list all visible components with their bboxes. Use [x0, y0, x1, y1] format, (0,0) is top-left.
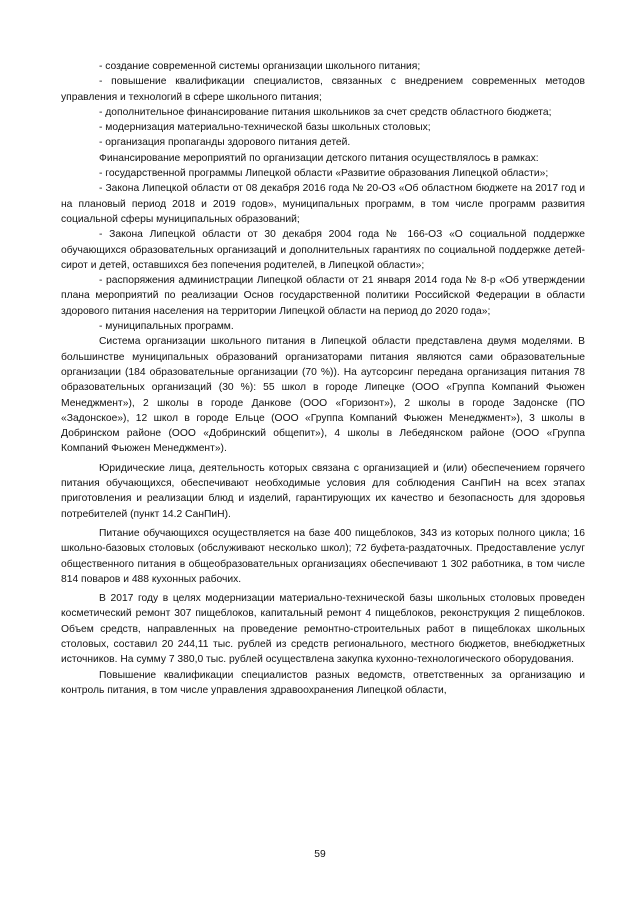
- paragraph-catering-models: Система организации школьного питания в Липецкой области представлена двумя моделями. В большинстве муниципальных образований организаторами питания являются сами образовательные организации (184 образовательные организации (70 %)). На аутсорсинг передана организация питания 78 образовательных организаций (30 %): 55 школ в городе Липецке (ООО «Группа Компаний Фьюжен Менеджмент»), 2 школы в городе Данкове (ООО «Горизонт»), 2 школы в городе Задонске (ПО «Задонское»), 12 школ в городе Ельце (ООО «Группа Компаний Фьюжен Менеджмент»), 3 школы в Добринском районе (ООО «Добринский общепит»), 4 школы в Лебедянском районе (ООО «Группа Компаний Фьюжен Менеджмент»).: [61, 336, 585, 455]
- paragraph-renovation-2017: В 2017 году в целях модернизации материально-технической базы школьных столовых проведен косметический ремонт 307 пищеблоков, капитальный ремонт 4 пищеблоков, реконструкция 2 пищеблоков. Объем средств, направленных на проведение ремонтно-строительных работ в пищеблоках школьных столовых, составил 20 244,11 тыс. рублей из средств регионального, местного бюджетов, внебюджетных источников. На сумму 7 380,0 тыс. рублей осуществлена закупка кухонно-технологического оборудования.: [61, 593, 585, 666]
- list-item-healthy-food-promotion: - организация пропаганды здорового питания детей.: [99, 137, 351, 149]
- list-item-state-program: - государственной программы Липецкой области «Развитие образования Липецкой области»;: [99, 168, 549, 180]
- list-item-social-support-law: - Закона Липецкой области от 30 декабря 2004 года № 166-ОЗ «О социальной поддержке обучающихся образовательных организаций и дополнительных гарантиях по социальной поддержке детей-сирот и детей, оставшихся без попечения родителей, в Липецкой области»;: [61, 229, 585, 271]
- list-item-modern-system: - создание современной системы организации школьного питания;: [99, 61, 421, 72]
- paragraph-catering-facilities: Питание обучающихся осуществляется на базе 400 пищеблоков, 343 из которых полного цикла; 16 школьно-базовых столовых (обслуживают несколько школ); 72 буфета-раздаточных. Предоставление услуг общественного питания в общеобразовательных организациях обеспечивают 1 302 работника, в том числе 814 поваров и 488 кухонных рабочих.: [61, 527, 585, 585]
- list-item-municipal-programs: - муниципальных программ.: [99, 321, 234, 333]
- list-item-budget-law: - Закона Липецкой области от 08 декабря 2016 года № 20-ОЗ «Об областном бюджете на 2017 год и на плановый период 2018 и 2019 годов», муниципальных программ, в том числе программ развития социальной сферы муниципальных образований;: [61, 183, 585, 225]
- paragraph-financing-intro: Финансирование мероприятий по организации детского питания осуществлялось в рамках:: [99, 152, 539, 164]
- paragraph-legal-entities: Юридические лица, деятельность которых связана с организацией и (или) обеспечением горячего питания обучающихся, обеспечивают необходимые условия для соблюдения СанПиН на всех этапах приготовления и реализации блюд и изделий, гарантирующих их качество и безопасность для здоровья потребителей (пункт 14.2 СанПиН).: [61, 462, 585, 520]
- list-item-staff-qualification: - повышение квалификации специалистов, связанных с внедрением современных методов управления и технологий в сфере школьного питания;: [61, 76, 585, 103]
- page-number: 59: [314, 849, 326, 860]
- list-item-canteen-modernization: - модернизация материально-технической базы школьных столовых;: [99, 122, 431, 134]
- paragraph-qualification-improvement: Повышение квалификации специалистов разных ведомств, ответственных за организацию и контроль питания, в том числе управления здравоохранения Липецкой области,: [61, 669, 585, 696]
- page-body-text: [61, 59, 585, 698]
- list-item-administration-order: - распоряжения администрации Липецкой области от 21 января 2014 года № 8-р «Об утверждении плана мероприятий по реализации Основ государственной политики Российской Федерации в области здорового питания населения на территории Липецкой области на период до 2020 года»;: [61, 275, 585, 317]
- list-item-regional-funding: - дополнительное финансирование питания школьников за счет средств областного бюджета;: [99, 106, 552, 118]
